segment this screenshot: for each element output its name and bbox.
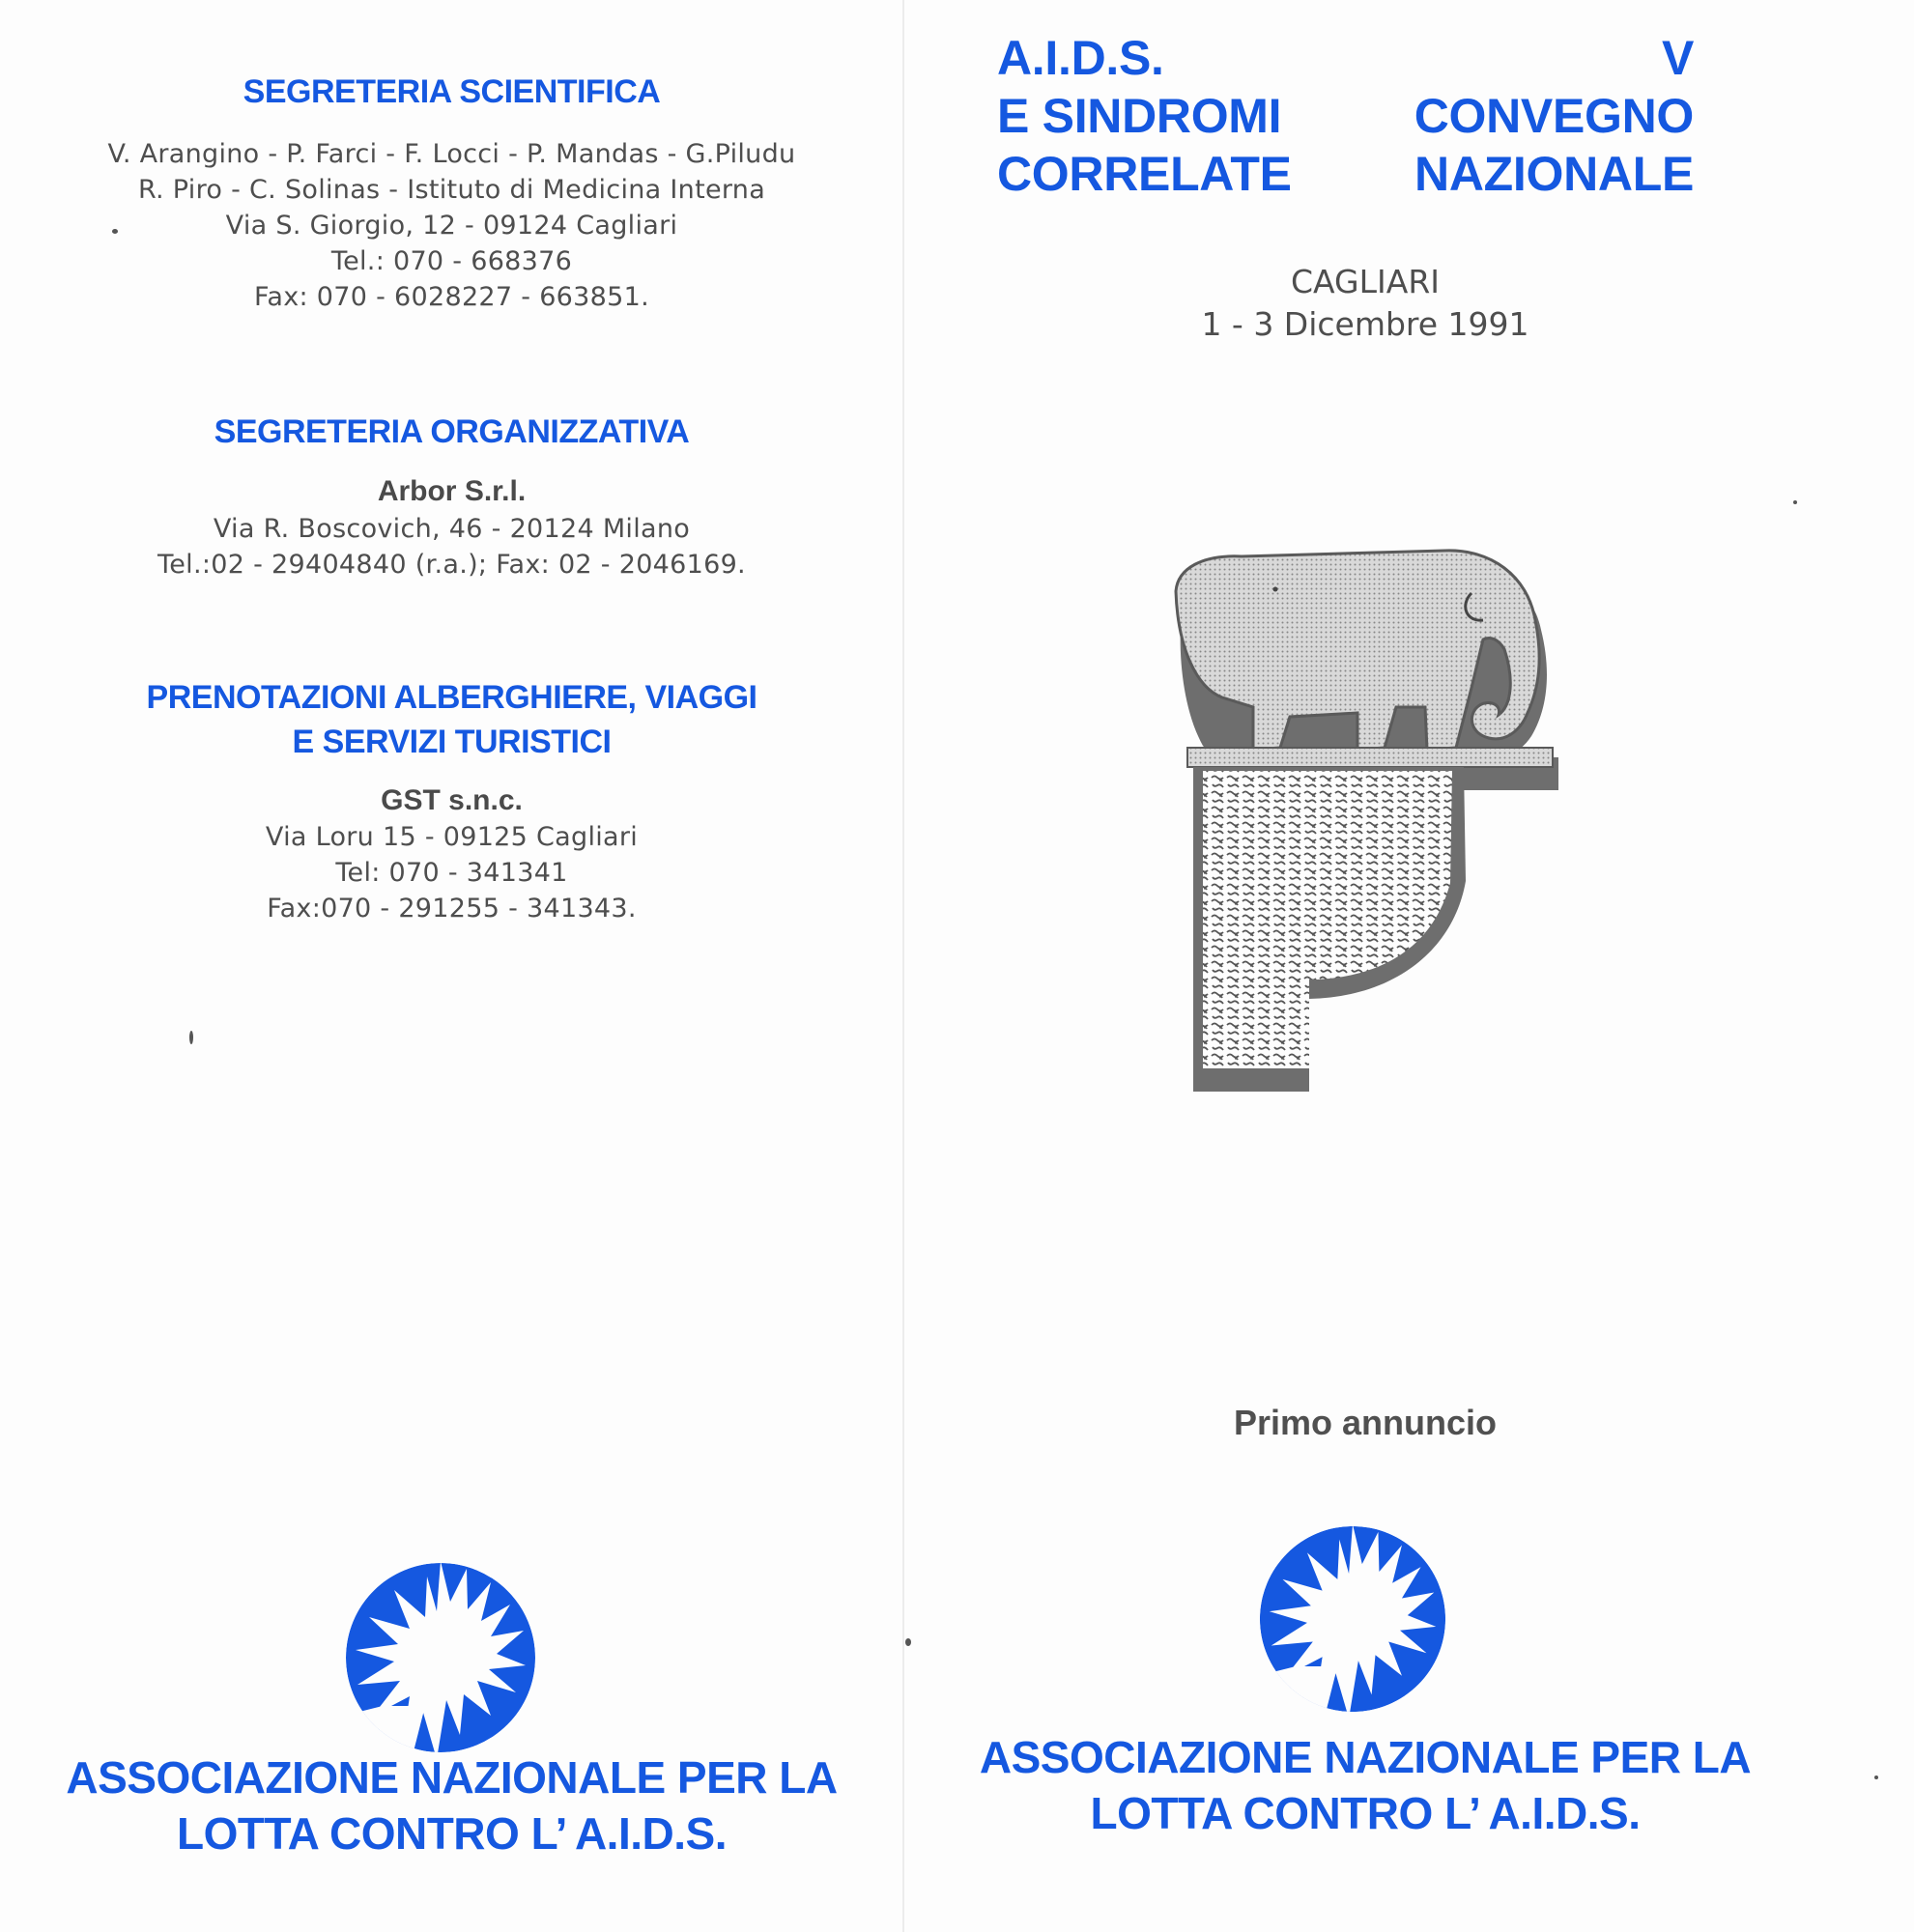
organizing-line-2: Tel.:02 - 29404840 (r.a.); Fax: 02 - 2046169. (157, 550, 746, 580)
scientific-line-3: Via S. Giorgio, 12 - 09124 Cagliari (225, 211, 678, 241)
bookings-line-1: Via Loru 15 - 09125 Cagliari (265, 822, 639, 852)
bookings-details (0, 819, 903, 926)
scan-speck (189, 1031, 193, 1044)
title-right-line-3: NAZIONALE (1414, 147, 1694, 201)
starburst-sun-logo-left (344, 1561, 537, 1754)
association-left-line-1: ASSOCIAZIONE NAZIONALE PER LA (66, 1752, 838, 1803)
scientific-line-1: V. Arangino - P. Farci - F. Locci - P. Mandas - G.Piludu (107, 139, 796, 169)
organizing-company: Arbor S.r.l. (377, 475, 527, 507)
bookings-company: GST s.n.c. (381, 784, 523, 816)
scan-speck (1874, 1776, 1878, 1779)
association-left-line-2: LOTTA CONTRO L’ A.I.D.S. (177, 1808, 727, 1859)
elephant-on-pedestal-illustration (1164, 543, 1589, 1103)
event-dates: 1 - 3 Dicembre 1991 (1201, 305, 1529, 343)
title-right-line-2: CONVEGNO (1414, 89, 1694, 143)
scan-speck (905, 1638, 911, 1646)
event-city: CAGLIARI (1291, 263, 1440, 300)
scientific-line-2: R. Piro - C. Solinas - Istituto di Medicina Interna (137, 175, 766, 205)
bookings-heading-line-1: PRENOTAZIONI ALBERGHIERE, VIAGGI (146, 679, 757, 716)
bookings-line-3: Fax:070 - 291255 - 341343. (267, 894, 637, 923)
starburst-sun-logo-right (1258, 1524, 1447, 1714)
event-location-dates (903, 261, 1827, 346)
scan-speck (112, 229, 118, 234)
title-left-line-2: E SINDROMI (997, 89, 1282, 143)
scan-speck (1793, 500, 1797, 504)
bookings-line-2: Tel: 070 - 341341 (335, 858, 568, 888)
scientific-secretariat-heading: SEGRETERIA SCIENTIFICA (243, 73, 661, 110)
left-panel (0, 0, 903, 1932)
bookings-heading-line-2: E SERVIZI TURISTICI (292, 724, 612, 760)
title-left (997, 29, 1292, 203)
announcement: Primo annuncio (1233, 1403, 1498, 1442)
association-right-line-2: LOTTA CONTRO L’ A.I.D.S. (1090, 1788, 1641, 1838)
scientific-secretariat-details (0, 136, 903, 315)
association-name-left (0, 1749, 903, 1861)
title-left-line-1: A.I.D.S. (997, 31, 1164, 85)
organizing-line-1: Via R. Boscovich, 46 - 20124 Milano (213, 514, 691, 544)
scientific-line-4: Tel.: 070 - 668376 (330, 246, 573, 276)
association-name-right (903, 1729, 1827, 1841)
scientific-line-5: Fax: 070 - 6028227 - 663851. (254, 282, 649, 312)
organizing-secretariat-heading: SEGRETERIA ORGANIZZATIVA (214, 413, 690, 450)
right-panel (903, 0, 1914, 1932)
title-right (1414, 29, 1694, 203)
association-right-line-1: ASSOCIAZIONE NAZIONALE PER LA (979, 1732, 1752, 1782)
title-right-line-1: V (1661, 31, 1694, 85)
title-left-line-3: CORRELATE (997, 147, 1292, 201)
organizing-details (0, 511, 903, 582)
